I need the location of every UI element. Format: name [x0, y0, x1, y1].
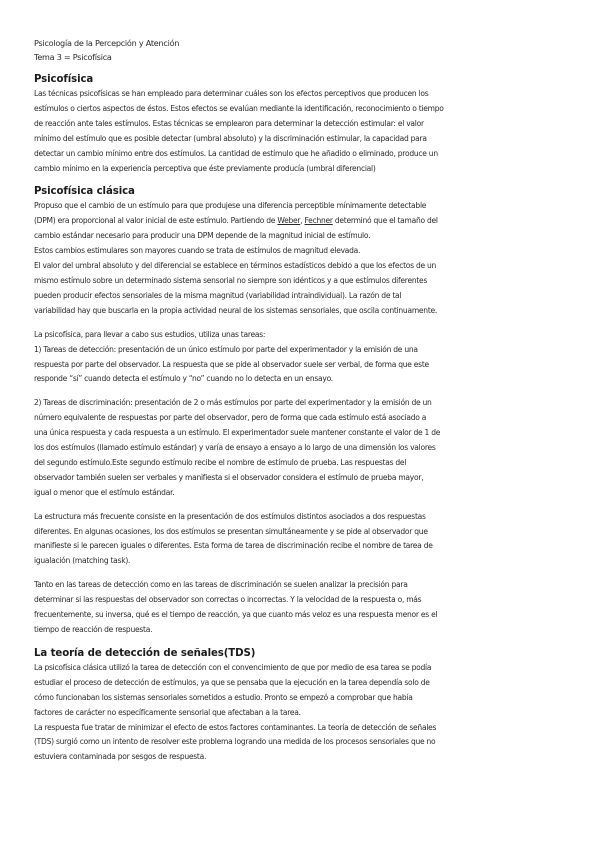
text-line: observador también suelen ser verbales y manifiesta si el observador considera el estímulo de prueba mayor, [34, 472, 424, 482]
text-line: Tanto en las tareas de detección como en las tareas de discriminación se suelen analizar la precisión para [34, 580, 408, 590]
heading-tds: La teoría de detección de señales(TDS) [34, 647, 256, 659]
text-line: determinar si las respuestas del observador son correctas o incorrectas. Y la velocidad de la respuesta o, más [34, 595, 422, 605]
text-line: estímulos o ciertos aspectos de éstos. Estos efectos se evalúan mediante la identificación, reconocimiento o tiempo [34, 103, 444, 113]
text-line: los dos estímulos (llamado estímulo estándar) y varía de ensayo a ensayo a lo largo de una dimensión los valores [34, 443, 436, 453]
text-line: La psicofísica clásica utilizó la tarea de detección con el convencimiento de que por medio de esa tarea se podía [34, 662, 432, 672]
text-line: La respuesta fue tratar de minimizar el efecto de estos factores contaminantes. La teoría de detección de señales [34, 722, 437, 732]
heading-psicofisica: Psicofísica [34, 74, 94, 85]
text-line: 2) Tareas de discriminación: presentación de 2 o más estímulos por parte del experimentador y la emisión de un [34, 398, 432, 408]
text-line: manifieste si le parecen iguales o diferentes. Esta forma de tarea de discriminación recibe el nombre de tarea de [34, 541, 433, 551]
text-line: La psicofísica, para llevar a cabo sus estudios, utiliza unas tareas: [34, 329, 266, 339]
text-line: mínimo del estímulo que es posible detectar (umbral absoluto) y la discriminación estimular, la capacidad para [34, 133, 427, 143]
text-line: 1) Tareas de detección: presentación de un único estímulo por parte del experimentador y la emisión de una [34, 344, 418, 354]
text-segment: , [300, 216, 305, 226]
text-segment: (DPM) era proporcional al valor inicial de este estímulo. Partiendo de [34, 216, 276, 226]
fechner-link[interactable]: Fechner [304, 216, 333, 226]
text-line: respuesta por parte del observador. La respuesta que se pide al observador suele ser verbal, de forma que este [34, 359, 429, 369]
text-line: Estos cambios estimulares son mayores cuando se trata de estímulos de magnitud elevada. [34, 246, 361, 256]
text-segment: determinó que el tamaño del [332, 216, 438, 226]
text-line: El valor del umbral absoluto y del diferencial se establece en términos estadísticos debido a que los efectos de un [34, 261, 437, 271]
paragraph-estructura [34, 510, 566, 570]
paragraph-psicofisica-clasica [34, 199, 566, 318]
text-line: pueden producir efectos sensoriales de la misma magnitud (variabilidad intraindividual). La razón de tal [34, 290, 402, 300]
text-line: mismo estímulo sobre un determinado sistema sensorial no siempre son idénticos y a que estímulos diferentes [34, 275, 428, 285]
text-line: responde “sí” cuando detecta el estímulo y “no” cuando no lo detecta en un ensayo. [34, 374, 333, 384]
heading-psicofisica-clasica: Psicofísica clásica [34, 186, 135, 198]
text-line: variabilidad hay que buscarla en la propia actividad neural de los sistemas sensoriales, que oscila continuamente. [34, 305, 438, 315]
text-line: cambio estándar necesario para producir una DPM depende de la magnitud inicial de estímulo. [34, 231, 371, 241]
text-line: Propuso que el cambio de un estímulo para que produjese una diferencia perceptible mínimamente detectable [34, 201, 427, 211]
topic-title: Tema 3 = Psicofísica [34, 52, 112, 62]
text-line: detectar un cambio mínimo entre dos estímulos. La cantidad de estímulo que he añadido o eliminado, produce un [34, 148, 438, 158]
paragraph-tareas-deteccion [34, 328, 566, 388]
text-line: estudiar el proceso de detección de estímulos, ya que se pensaba que la ejecución en la tarea dependía solo de [34, 677, 430, 687]
document-page [34, 36, 566, 765]
text-line: número equivalente de respuestas por parte del observador, pero de forma que cada estímulo está asociado a [34, 413, 427, 423]
text-line-with-links [34, 214, 566, 229]
text-line: de reacción ante tales estímulos. Estas técnicas se emplearon para determinar la detección estimular: el valor [34, 118, 424, 128]
text-line: una única respuesta y cada respuesta a un estímulo. El experimentador suele mantener constante el valor de 1 de [34, 428, 441, 438]
text-line: frecuentemente, su inversa, qué es el tiempo de reacción, ya que cuanto más veloz es una respuesta menor es el [34, 610, 438, 620]
text-line: del segundo estímulo.Este segundo estímulo recibe el nombre de estímulo de prueba. Las respuestas del [34, 457, 407, 467]
text-line: factores de carácter no específicamente sensorial que afectaban a la tarea. [34, 707, 301, 717]
course-title: Psicología de la Percepción y Atención [34, 38, 180, 48]
text-line: La estructura más frecuente consiste en la presentación de dos estímulos distintos asociados a dos respuestas [34, 511, 426, 521]
text-line: cómo funcionaban los sistemas sensoriales sometidos a estudio. Pronto se empezó a comprobar que había [34, 692, 413, 702]
text-line: Las técnicas psicofísicas se han empleado para determinar cuáles son los efectos perceptivos que producen los [34, 89, 429, 98]
text-line: igualación (matching task). [34, 556, 131, 566]
paragraph-tds [34, 661, 566, 765]
text-line: estuviera contaminada por sesgos de respuesta. [34, 752, 207, 762]
paragraph-precision [34, 578, 566, 638]
text-line: igual o menor que el estímulo estándar. [34, 487, 175, 497]
text-line: diferentes. En algunas ocasiones, los dos estímulos se presentan simultáneamente y se pide al observador que [34, 526, 428, 536]
text-line: cambio mínimo en la experiencia perceptiva que éste previamente producía (umbral diferencial) [34, 163, 376, 173]
paragraph-psicofisica [34, 87, 566, 176]
text-line: tiempo de reacción de respuesta. [34, 625, 153, 634]
text-line: (TDS) surgió como un intento de resolver este problema logrando una medida de los procesos sensoriales que no [34, 737, 436, 747]
weber-link[interactable]: Weber [277, 216, 301, 226]
paragraph-tareas-discriminacion [34, 396, 566, 500]
